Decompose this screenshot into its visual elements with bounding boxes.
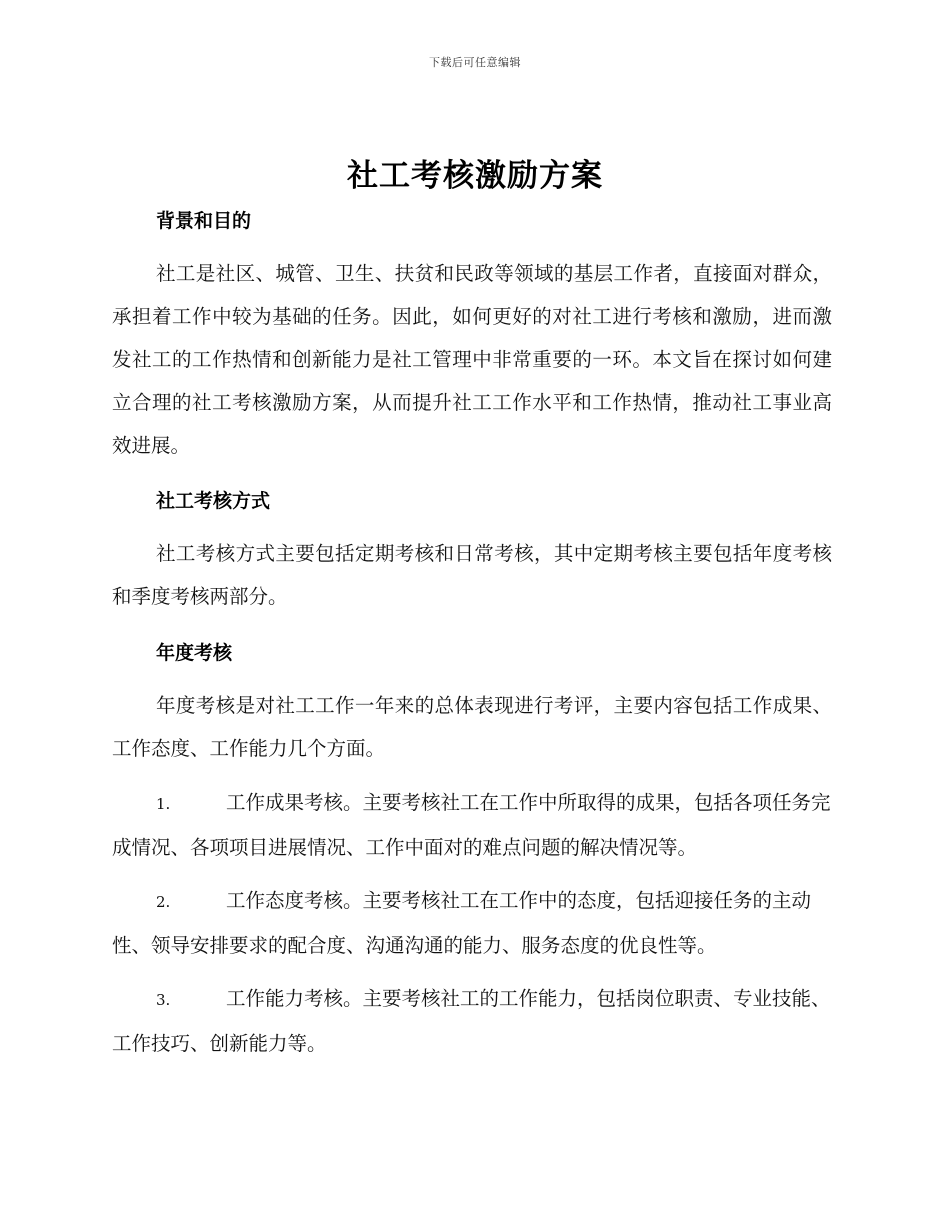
list-item bbox=[112, 977, 832, 1065]
list-item-text: 工作态度考核。主要考核社工在工作中的态度，包括迎接任务的主动性、领导安排要求的配合度、沟通沟通的能力、服务态度的优良性等。 bbox=[112, 889, 812, 957]
list-item bbox=[112, 879, 832, 967]
list-item-text: 工作成果考核。主要考核社工在工作中所取得的成果，包括各项任务完成情况、各项项目进展情况、工作中面对的难点问题的解决情况等。 bbox=[112, 791, 831, 859]
list-item bbox=[112, 781, 832, 869]
paragraph-background: 社工是社区、城管、卫生、扶贫和民政等领域的基层工作者，直接面对群众，承担着工作中较为基础的任务。因此，如何更好的对社工进行考核和激励，进而激发社工的工作热情和创新能力是社工管理中非常重要的一环。本文旨在探讨如何建立合理的社工考核激励方案，从而提升社工工作水平和工作热情，推动社工事业高效进展。 bbox=[112, 262, 832, 457]
header-note: 下载后可任意编辑 bbox=[429, 56, 521, 69]
section-heading-background: 背景和目的 bbox=[156, 210, 252, 232]
paragraph-annual-assessment: 年度考核是对社工工作一年来的总体表现进行考评，主要内容包括工作成果、工作态度、工作能力几个方面。 bbox=[112, 694, 832, 760]
document-title: 社工考核激励方案 bbox=[347, 158, 603, 194]
list-item-number: 1. bbox=[156, 795, 171, 813]
section-heading-annual-assessment: 年度考核 bbox=[156, 642, 233, 664]
list-item-number: 3. bbox=[156, 991, 171, 1009]
paragraph-assessment-method: 社工考核方式主要包括定期考核和日常考核，其中定期考核主要包括年度考核和季度考核两部分。 bbox=[112, 542, 832, 608]
list-item-number: 2. bbox=[156, 893, 171, 911]
list-item-text: 工作能力考核。主要考核社工的工作能力，包括岗位职责、专业技能、工作技巧、创新能力等。 bbox=[112, 987, 831, 1055]
section-heading-assessment-method: 社工考核方式 bbox=[156, 490, 271, 512]
